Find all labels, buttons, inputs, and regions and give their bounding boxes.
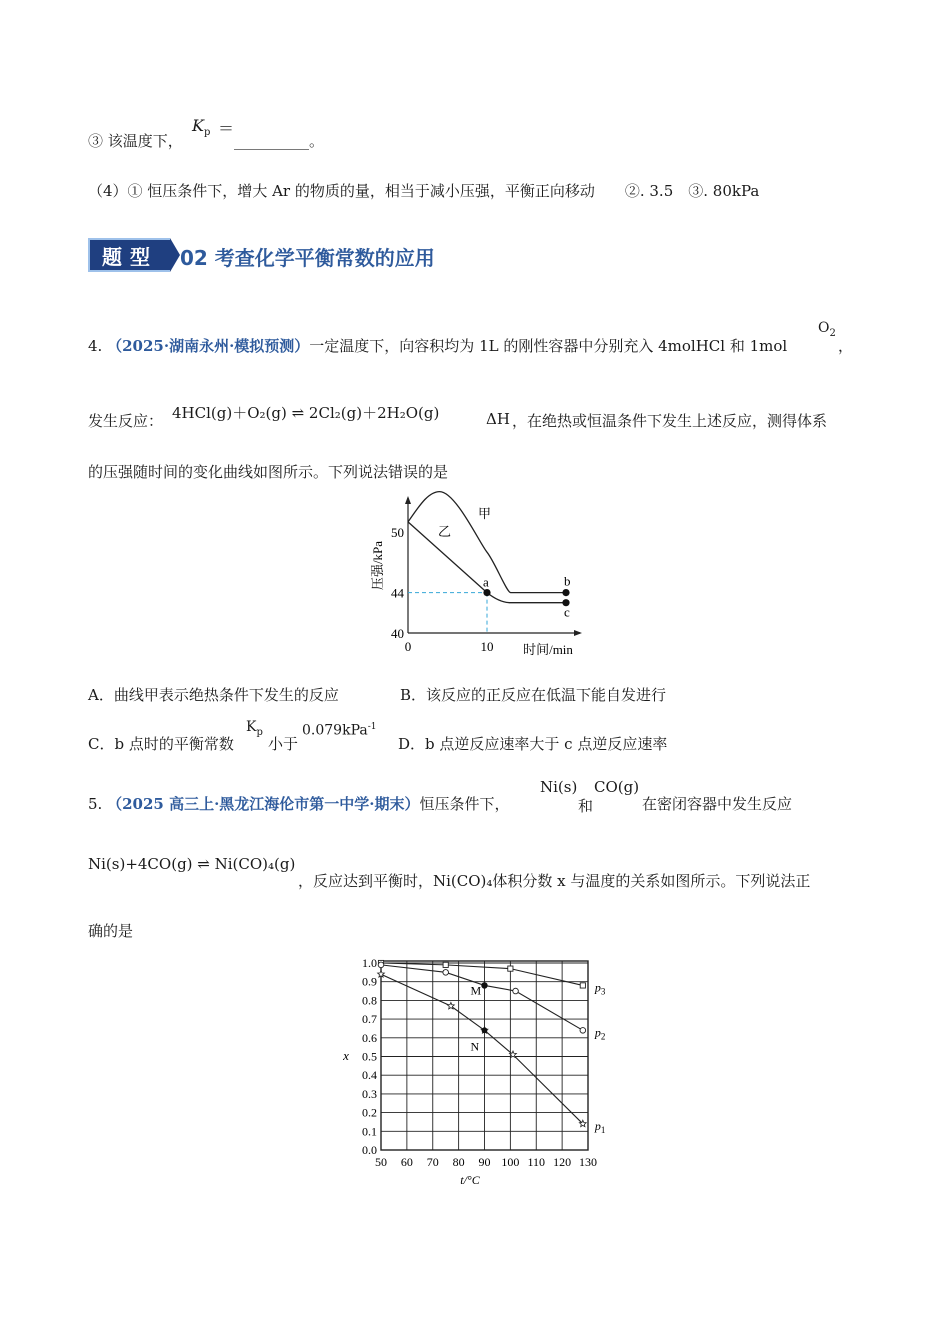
point-label-M: M bbox=[470, 983, 482, 998]
kp-symbol: $K_p$ bbox=[192, 116, 211, 139]
y-tick-label: 50 bbox=[391, 525, 404, 540]
y-tick-label: 0.7 bbox=[362, 1012, 377, 1027]
option-b: B．该反应的正反应在低温下能自发进行 bbox=[400, 686, 667, 704]
x-tick-label: 10 bbox=[480, 639, 494, 654]
point-label-b: b bbox=[564, 573, 571, 589]
x-tick-label: 70 bbox=[426, 1155, 439, 1169]
x-tick-label: 50 bbox=[375, 1155, 387, 1169]
option-c: C．b 点时的平衡常数 bbox=[88, 735, 234, 753]
y-tick-label: 0.4 bbox=[362, 1068, 377, 1083]
series-label-yi: 乙 bbox=[438, 524, 452, 539]
series-label-p1: $p_1$ bbox=[594, 1118, 606, 1135]
marker-p2 bbox=[513, 988, 519, 994]
chart1-marks bbox=[483, 574, 571, 620]
comma: ， bbox=[838, 337, 854, 355]
y-axis-label: x bbox=[343, 1048, 349, 1063]
y-tick-label: 40 bbox=[391, 626, 404, 641]
y-tick-label: 0.5 bbox=[362, 1049, 377, 1064]
section-tag: 题型 bbox=[88, 238, 170, 272]
q3-text: ③ 该温度下， bbox=[88, 132, 183, 150]
series-line-p1 bbox=[381, 974, 583, 1124]
x-tick-label: 90 bbox=[478, 1155, 491, 1169]
point-N bbox=[482, 1027, 488, 1033]
problem4-line3: 的压强随时间的变化曲线如图所示。下列说法错误的是 bbox=[88, 463, 449, 481]
y-axis-arrow bbox=[405, 496, 411, 504]
y-tick-label: 0.2 bbox=[362, 1105, 377, 1120]
x-tick-label: 100 bbox=[501, 1155, 520, 1169]
marker-p3 bbox=[508, 966, 513, 971]
x-tick-label: 60 bbox=[400, 1155, 413, 1169]
marker-p2 bbox=[580, 1028, 586, 1034]
x-tick-label: 110 bbox=[527, 1155, 546, 1169]
marker-p2 bbox=[443, 970, 449, 976]
marker-p1 bbox=[378, 971, 385, 978]
marker-p2 bbox=[378, 962, 384, 968]
option-c-value: 0.079kPa$^{-1}$ bbox=[302, 722, 377, 739]
reaction-equation: 4HCl(g)＋O₂(g) ⇌ 2Cl₂(g)＋2H₂O(g) bbox=[172, 404, 440, 422]
option-d: D．b 点逆反应速率大于 c 点逆反应速率 bbox=[398, 735, 668, 753]
point-b bbox=[562, 589, 569, 596]
x-axis-label: 时间/min bbox=[523, 642, 573, 657]
x-tick-label: 0 bbox=[404, 639, 412, 654]
point-label-a: a bbox=[483, 574, 489, 590]
x-axis-label: t/°C bbox=[460, 1173, 480, 1187]
delta-h: ΔH bbox=[486, 410, 510, 428]
problem5-line3: 确的是 bbox=[88, 922, 134, 940]
option-a: A．曲线甲表示绝热条件下发生的反应 bbox=[88, 686, 339, 704]
q3-line bbox=[88, 130, 183, 151]
point-label-c: c bbox=[564, 604, 570, 620]
y-tick-label: 0.3 bbox=[362, 1086, 377, 1101]
o2-formula: $O_2$ bbox=[818, 320, 836, 339]
point-a bbox=[483, 589, 490, 596]
problem4-line1: 4. （2025·湖南永州·模拟预测）一定温度下，向容积均为 1L 的刚性容器中分别充入 4molHCl 和 1mol bbox=[88, 337, 788, 355]
answer-blank: __________。 bbox=[234, 132, 325, 150]
and-text: 和 bbox=[578, 797, 594, 815]
x-tick-label: 130 bbox=[579, 1155, 597, 1169]
point-label-N: N bbox=[470, 1039, 480, 1054]
series-line-p2 bbox=[381, 965, 583, 1030]
problem5-line1: 5. （2025 高三上·黑龙江海伦市第一中学·期末）恒压条件下， bbox=[88, 795, 510, 813]
x-tick-label: 80 bbox=[452, 1155, 465, 1169]
option-c-kp: $K_p$ bbox=[246, 719, 263, 738]
chart1-axes bbox=[370, 496, 582, 657]
y-tick-label: 44 bbox=[391, 585, 404, 601]
problem5-line1-suffix: 在密闭容器中发生反应 bbox=[642, 795, 793, 813]
marker-p3 bbox=[443, 962, 448, 967]
ni-co-fraction-chart bbox=[330, 945, 620, 1190]
y-tick-label: 0.0 bbox=[362, 1143, 377, 1157]
problem5-line2: ，反应达到平衡时，Ni(CO)₄体积分数 x 与温度的关系如图所示。下列说法正 bbox=[298, 872, 811, 890]
y-tick-label: 0.6 bbox=[362, 1030, 377, 1045]
option-c-mid: 小于 bbox=[268, 735, 299, 753]
y-axis-label: 压强/kPa bbox=[370, 540, 385, 591]
series-label-p3: $p_3$ bbox=[594, 980, 606, 997]
y-tick-label: 0.9 bbox=[362, 974, 377, 989]
marker-p3 bbox=[580, 983, 585, 988]
series-label-jia: 甲 bbox=[478, 506, 492, 521]
x-axis-arrow bbox=[574, 630, 582, 636]
co-formula: CO(g) bbox=[594, 778, 640, 796]
problem-number: 4. bbox=[88, 337, 103, 355]
ni-formula: Ni(s) bbox=[540, 778, 578, 796]
equals-sign: ＝ bbox=[218, 119, 235, 138]
point-M bbox=[482, 983, 488, 989]
series-label-p2: $p_2$ bbox=[594, 1025, 606, 1042]
section-title: 02 考查化学平衡常数的应用 bbox=[180, 246, 435, 270]
problem4-line2-suffix: ，在绝热或恒温条件下发生上述反应，测得体系 bbox=[512, 412, 828, 430]
problem4-line2: 发生反应： bbox=[88, 412, 164, 430]
y-tick-label: 0.8 bbox=[362, 993, 377, 1008]
x-tick-label: 120 bbox=[553, 1155, 572, 1169]
y-tick-label: 0.1 bbox=[362, 1124, 377, 1139]
pressure-time-chart bbox=[360, 490, 600, 660]
problem-source: （2025·湖南永州·模拟预测） bbox=[107, 337, 310, 355]
q4-answer: （4）① 恒压条件下，增大 Ar 的物质的量，相当于减小压强，平衡正向移动 ②. 3.5 ③. 80kPa bbox=[88, 182, 760, 200]
problem5-reaction: Ni(s)+4CO(g) ⇌ Ni(CO)₄(g) bbox=[88, 855, 296, 873]
y-tick-label: 1.0 bbox=[362, 956, 377, 970]
